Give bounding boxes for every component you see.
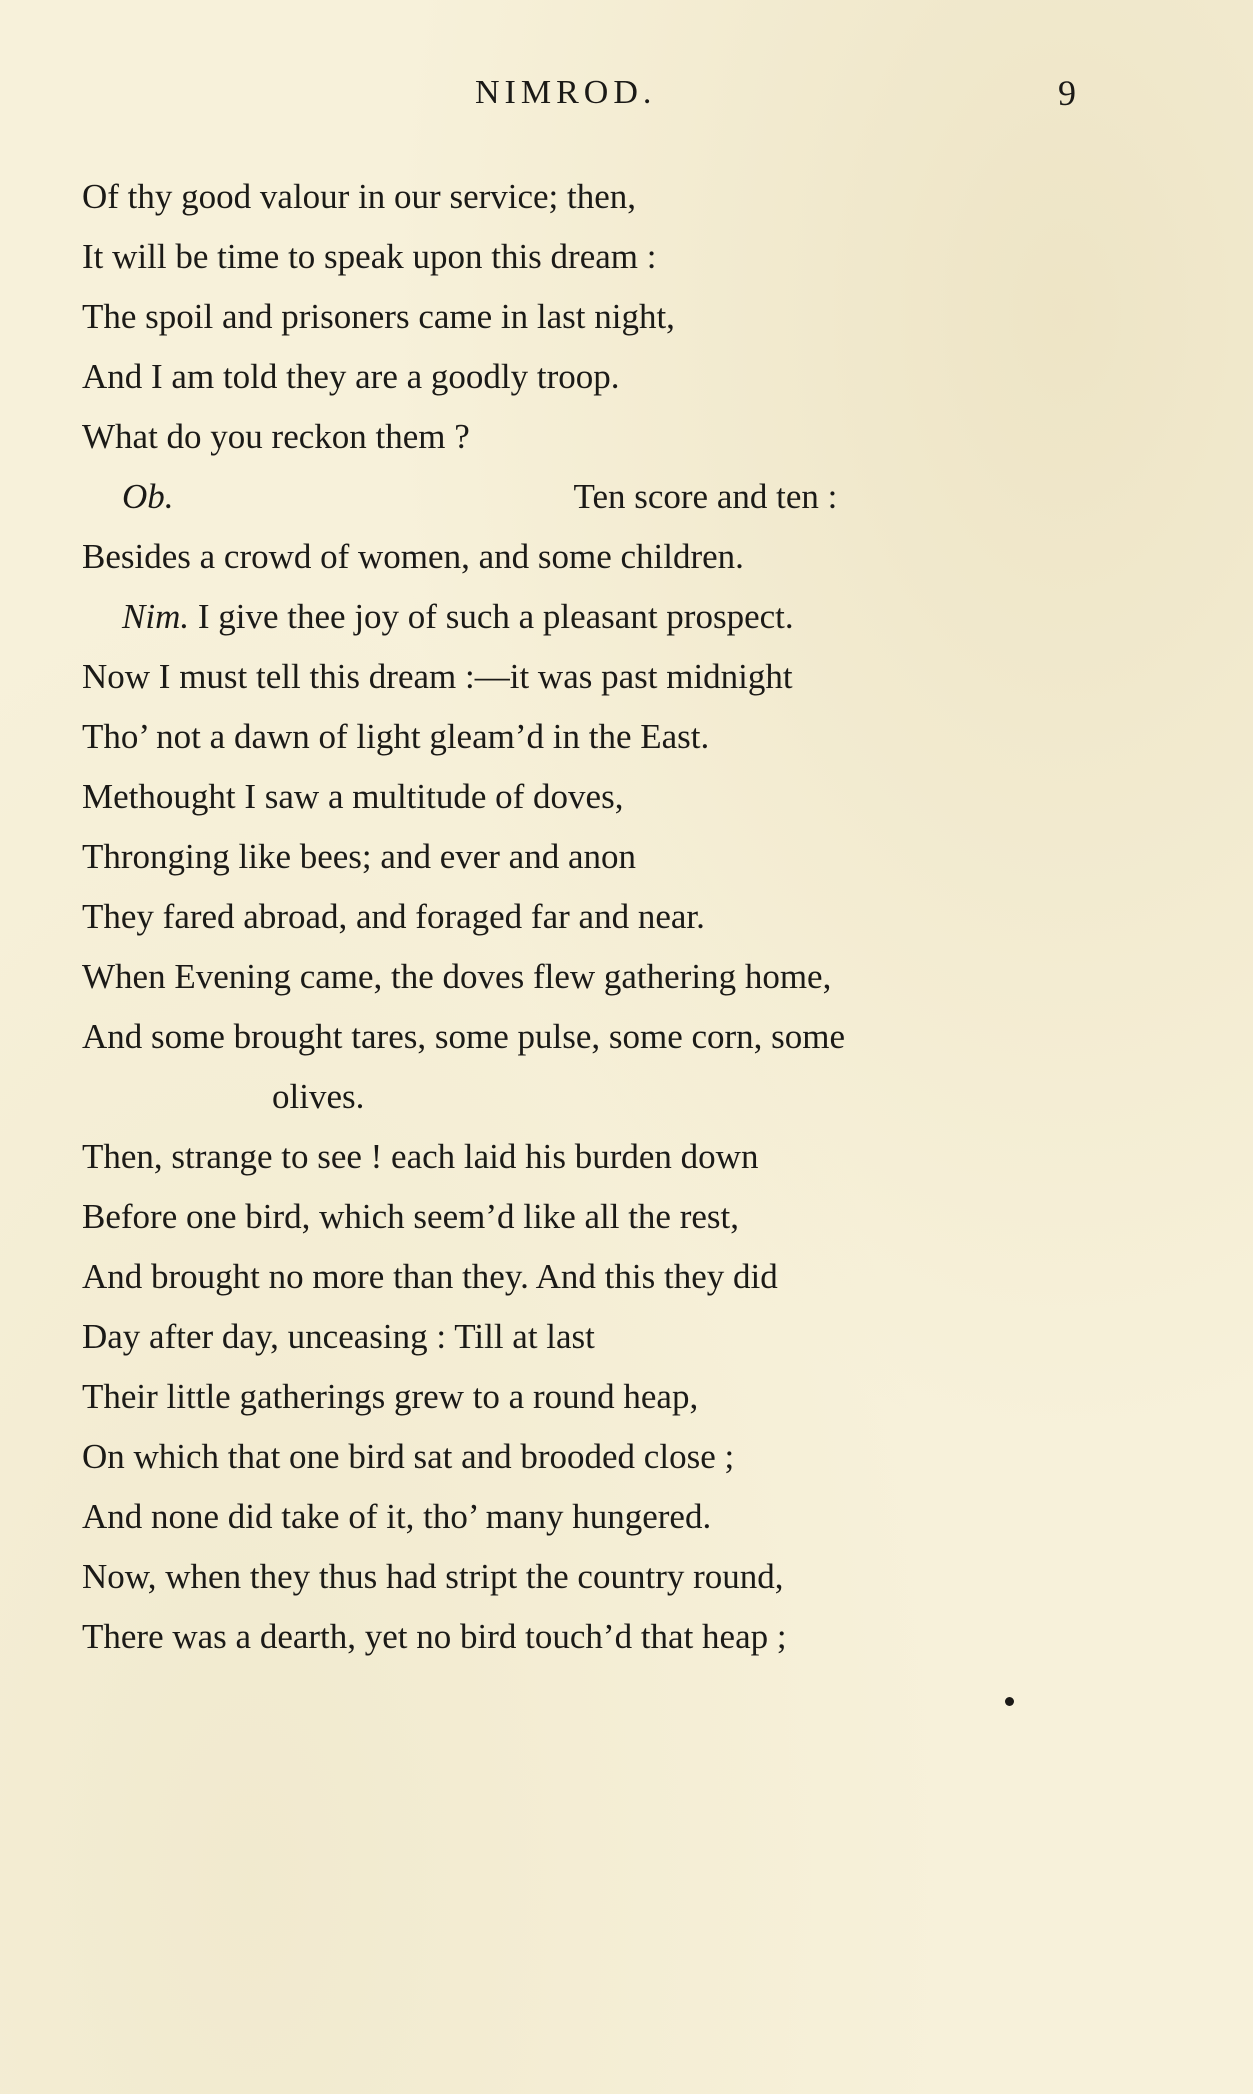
verse-line-speech — [82, 587, 1182, 647]
verse-line: And none did take of it, tho’ many hungered. — [82, 1497, 712, 1536]
speaker-name: Ob. — [122, 477, 174, 516]
verse-line: Besides a crowd of women, and some children. — [82, 537, 744, 576]
verse-line: What do you reckon them ? — [82, 417, 470, 456]
verse-line: They fared abroad, and foraged far and near. — [82, 897, 705, 936]
verse-line: Day after day, unceasing : Till at last — [82, 1317, 595, 1356]
printers-dot — [1005, 1697, 1014, 1706]
verse-line: And some brought tares, some pulse, some corn, some — [82, 1017, 846, 1056]
verse-line: Before one bird, which seem’d like all the rest, — [82, 1197, 740, 1236]
verse-line-turnover: olives. — [272, 1077, 365, 1116]
verse-line: On which that one bird sat and brooded close ; — [82, 1437, 735, 1476]
running-head — [0, 68, 1253, 118]
verse-line: The spoil and prisoners came in last night, — [82, 297, 675, 336]
verse-line: Now, when they thus had stript the country round, — [82, 1557, 784, 1596]
running-title: NIMROD. — [475, 74, 657, 111]
verse-line: Tho’ not a dawn of light gleam’d in the East. — [82, 717, 710, 756]
verse-line: Then, strange to see ! each laid his burden down — [82, 1137, 759, 1176]
verse-line-speech — [82, 467, 1182, 527]
verse-line: And I am told they are a goodly troop. — [82, 357, 620, 396]
verse-line: Now I must tell this dream :—it was past midnight — [82, 657, 793, 696]
verse-line: Their little gatherings grew to a round heap, — [82, 1377, 699, 1416]
verse-line: Methought I saw a multitude of doves, — [82, 777, 624, 816]
verse-line: There was a dearth, yet no bird touch’d that heap ; — [82, 1617, 787, 1656]
verse-body — [82, 167, 1182, 1667]
verse-line: It will be time to speak upon this dream : — [82, 237, 657, 276]
verse-line: Of thy good valour in our service; then, — [82, 177, 637, 216]
speaker-name: Nim. — [122, 597, 190, 636]
speech-text: Ten score and ten : — [573, 477, 838, 516]
verse-line: And brought no more than they. And this they did — [82, 1257, 778, 1296]
speech-text: I give thee joy of such a pleasant prospect. — [197, 597, 794, 636]
verse-line: When Evening came, the doves flew gathering home, — [82, 957, 832, 996]
page-number: 9 — [1058, 73, 1076, 113]
verse-line: Thronging like bees; and ever and anon — [82, 837, 636, 876]
